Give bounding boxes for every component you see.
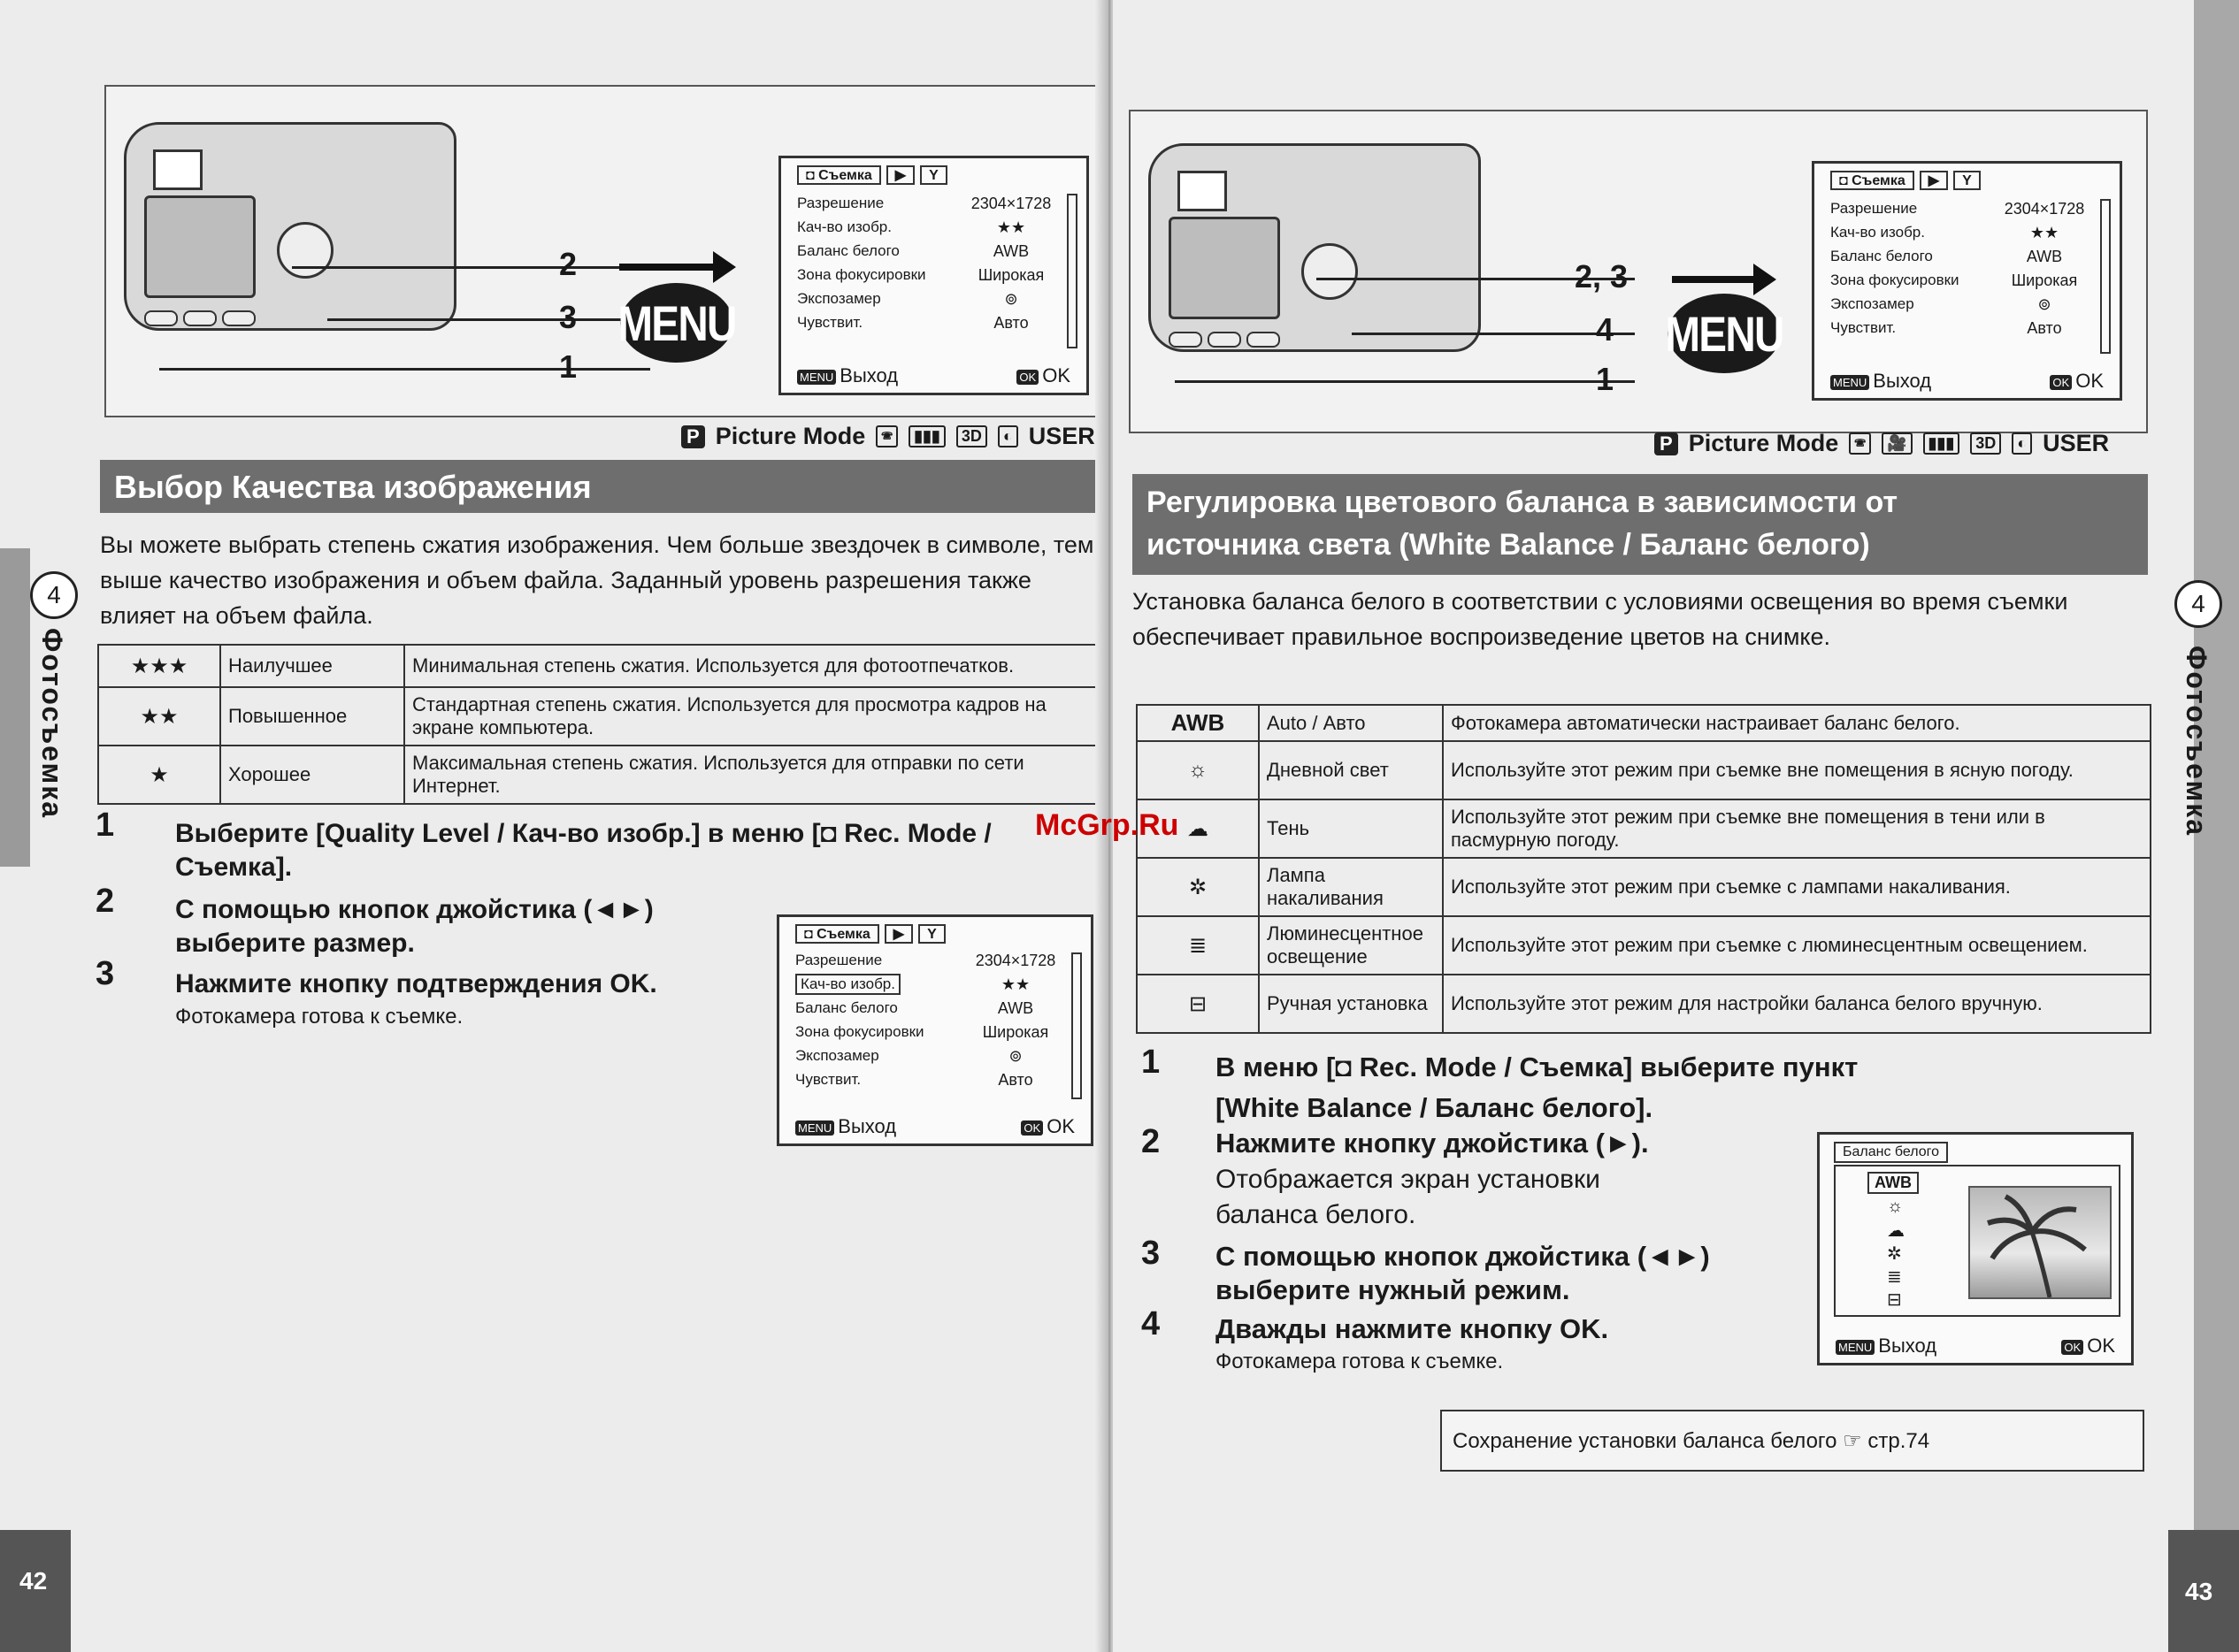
wb-mode-desc: Используйте этот режим при съемке с лампами накаливания. xyxy=(1443,858,2151,916)
tab-shoot: ◘ Съемка xyxy=(795,924,879,944)
wb-option-shade-icon: ☁ xyxy=(1887,1221,1905,1241)
quality-name: Повышенное xyxy=(220,687,404,746)
step-subtext: Фотокамера готова к съемке. xyxy=(1215,1350,1504,1373)
white-balance-screen xyxy=(1817,1132,2134,1365)
lcd-row-value: AWB xyxy=(993,241,1030,260)
lcd-row xyxy=(797,311,1060,334)
lcd-row-label: Разрешение xyxy=(797,195,885,211)
callout-2-3: 2, 3 xyxy=(1575,258,1629,294)
lcd-row-label: Экспозамер xyxy=(797,290,881,307)
panorama-mode-icon: ▮▮▮ xyxy=(1923,432,1960,455)
wb-mode-desc: Фотокамера автоматически настраивает баланс белого. xyxy=(1443,705,2151,741)
wb-mode-desc: Используйте этот режим при съемке вне помещения в тени или в пасмурную погоду. xyxy=(1443,799,2151,858)
step-number: 4 xyxy=(1141,1305,1161,1342)
chapter-number-badge: 4 xyxy=(2174,580,2222,628)
wb-mode-name: Ручная установка xyxy=(1259,975,1443,1033)
3d-mode-icon: 3D xyxy=(1970,432,2001,455)
step-number: 1 xyxy=(1141,1044,1161,1081)
lcd-row-value: Авто xyxy=(993,313,1029,332)
camera-button-drawing xyxy=(222,310,256,326)
right-arrow-icon xyxy=(1672,276,1757,283)
menu-tag-icon: MENU xyxy=(795,1120,834,1136)
quality-stars: ★ xyxy=(98,746,220,804)
lcd-row: Чувствит. Авто xyxy=(795,1070,1033,1089)
panorama-mode-icon: ▮▮▮ xyxy=(909,425,946,447)
camera-illustration-box xyxy=(1129,110,2148,433)
viewfinder-drawing xyxy=(153,149,203,190)
ok-hint: OK OK xyxy=(1021,1115,1075,1138)
palm-tree-preview-image xyxy=(1968,1186,2112,1299)
filter-mode-icon: ◐ xyxy=(2012,432,2032,455)
page-number: 43 xyxy=(2185,1578,2213,1605)
lcd-row xyxy=(797,192,1060,215)
table-row xyxy=(1137,858,2151,916)
lcd-row-value: ★★ xyxy=(996,218,1026,236)
picture-mode-label: Picture Mode xyxy=(715,423,866,449)
lcd-row: Баланс белого AWB xyxy=(1830,247,2063,265)
wb-mode-name: Дневной свет xyxy=(1259,741,1443,799)
lcd-row-value: ⊚ xyxy=(1004,289,1018,308)
lcd-footer xyxy=(1836,1335,2115,1358)
filter-mode-icon: ◐ xyxy=(998,425,1018,447)
mode-strip xyxy=(1654,430,2109,457)
camera-body-drawing xyxy=(1148,143,1481,352)
wb-option-daylight-icon: ☼ xyxy=(1887,1197,1904,1216)
callout-2: 2 xyxy=(559,246,578,282)
menu-exit-hint: MENU Выход xyxy=(1836,1335,1936,1358)
picture-mode-label: Picture Mode xyxy=(1688,430,1839,456)
quality-name: Наилучшее xyxy=(220,645,404,687)
tab-playback-icon: ▶ xyxy=(1920,171,1948,190)
quality-stars: ★★★ xyxy=(98,645,220,687)
chapter-label: Фотосъемка xyxy=(36,628,68,819)
lcd-row-selected: Кач-во изобр. ★★ xyxy=(795,973,1064,996)
step-number: 2 xyxy=(1141,1123,1161,1160)
tab-playback-icon: ▶ xyxy=(885,924,913,944)
ok-hint: OK OK xyxy=(2050,370,2104,393)
awb-icon: AWB xyxy=(1137,705,1259,741)
camera-button-drawing xyxy=(1246,332,1280,348)
tab-playback-icon: ▶ xyxy=(886,165,915,185)
table-row xyxy=(98,687,1100,746)
ok-tag-icon: OK xyxy=(1021,1120,1043,1136)
callout-3: 3 xyxy=(559,299,578,335)
lcd-row xyxy=(797,216,1060,239)
step-text: Выберите [Quality Level / Кач-во изобр.] в меню [◘ Rec. Mode / Съемка]. xyxy=(175,819,992,882)
portrait-mode-icon: 🕾 xyxy=(876,425,898,447)
menu-exit-hint: MENU Выход xyxy=(1830,370,1931,393)
step-number: 2 xyxy=(96,883,115,920)
manual-wb-icon: ⊟ xyxy=(1137,975,1259,1033)
step-text: Дважды нажмите кнопку OK. xyxy=(1215,1313,1609,1344)
table-row xyxy=(1137,916,2151,975)
3d-mode-icon: 3D xyxy=(956,425,987,447)
camera-body-drawing xyxy=(124,122,456,331)
table-row xyxy=(1137,705,2151,741)
lcd-row-label: Зона фокусировки xyxy=(797,266,926,283)
step-text: С помощью кнопок джойстика (◄►) выберите нужный режим. xyxy=(1215,1241,1710,1305)
lcd-tabs xyxy=(1830,171,2109,190)
ok-tag-icon: OK xyxy=(2061,1340,2083,1355)
callout-1: 1 xyxy=(559,348,578,385)
table-row xyxy=(98,645,1100,687)
chapter-side-tab xyxy=(0,548,30,867)
viewfinder-drawing xyxy=(1177,171,1227,211)
section-title: Выбор Качества изображения xyxy=(100,460,1100,513)
lcd-row: Баланс белого AWB xyxy=(795,998,1034,1017)
lcd-menu-screen-small xyxy=(777,914,1093,1146)
lcd-row: Разрешение 2304×1728 xyxy=(795,951,1056,969)
step-number: 3 xyxy=(1141,1235,1161,1272)
reference-note-text: Сохранение установки баланса белого ☞ стр.74 xyxy=(1453,1428,1930,1453)
ok-tag-icon: OK xyxy=(2050,375,2072,390)
tab-setup-icon: Y xyxy=(1953,171,1981,190)
quality-stars: ★★ xyxy=(98,687,220,746)
camera-button-drawing xyxy=(1208,332,1241,348)
lcd-row: Кач-во изобр. ★★ xyxy=(1830,223,2059,241)
lcd-scrollbar xyxy=(1067,194,1077,348)
daylight-icon: ☼ xyxy=(1137,741,1259,799)
wb-screen-panel xyxy=(1834,1165,2120,1317)
lcd-row: Экспозамер ⊚ xyxy=(795,1046,1023,1065)
user-mode-label: USER xyxy=(2043,430,2110,456)
intro-paragraph: Установка баланса белого в соответствии с условиями освещения во время съемки обеспечивает правильное воспроизведение цветов на снимке. xyxy=(1132,588,2068,650)
lcd-row: Зона фокусировки Широкая xyxy=(795,1022,1049,1041)
tab-shoot: ◘ Съемка xyxy=(1830,171,1914,190)
step-text: Нажмите кнопку подтверждения OK. xyxy=(175,969,657,998)
camera-button-drawing xyxy=(183,310,217,326)
quality-desc: Минимальная степень сжатия. Используется для фотоотпечатков. xyxy=(404,645,1100,687)
wb-mode-name: Auto / Авто xyxy=(1259,705,1443,741)
menu-badge-icon: MENU xyxy=(1668,294,1781,373)
tab-setup-icon: Y xyxy=(918,924,946,944)
right-arrow-icon xyxy=(619,264,717,271)
menu-exit-hint: MENU Выход xyxy=(797,364,898,387)
shade-icon: ☁ xyxy=(1137,799,1259,858)
white-balance-table xyxy=(1136,704,2151,1034)
lcd-row: Зона фокусировки Широкая xyxy=(1830,271,2078,289)
lcd-menu-screen xyxy=(778,156,1089,395)
tab-setup-icon: Y xyxy=(920,165,947,185)
table-row xyxy=(1137,741,2151,799)
program-mode-icon: P xyxy=(681,425,705,448)
table-row xyxy=(98,746,1100,804)
callout-4: 4 xyxy=(1596,311,1614,348)
lcd-row: Чувствит. Авто xyxy=(1830,318,2062,337)
ok-hint: OK OK xyxy=(1016,364,1070,387)
fluorescent-icon: ≣ xyxy=(1137,916,1259,975)
step-number: 3 xyxy=(96,955,115,992)
lcd-row: Разрешение 2304×1728 xyxy=(1830,199,2085,218)
callout-leader xyxy=(327,318,650,321)
lcd-row-label: Кач-во изобр. xyxy=(797,218,892,235)
lcd-scrollbar xyxy=(1071,952,1082,1099)
lcd-footer xyxy=(1830,370,2104,393)
intro-paragraph: Вы можете выбрать степень сжатия изображения. Чем больше звездочек в символе, тем выше качество изображения и объем файла. Заданный уровень разрешения также влияет на объем файла. xyxy=(100,532,1094,629)
wb-option-manual-icon: ⊟ xyxy=(1887,1290,1902,1310)
callout-leader xyxy=(292,266,650,269)
watermark: McGrp.Ru xyxy=(1035,808,1179,842)
callout-leader xyxy=(1175,380,1635,383)
mode-strip xyxy=(681,423,1095,450)
wb-mode-desc: Используйте этот режим при съемке с люминесцентным освещением. xyxy=(1443,916,2151,975)
lcd-row-label: Баланс белого xyxy=(797,242,900,259)
step-subtext: Фотокамера готова к съемке. xyxy=(175,1005,464,1029)
lcd-menu-screen xyxy=(1812,161,2122,401)
menu-exit-hint: MENU Выход xyxy=(795,1115,896,1138)
joystick-drawing xyxy=(1301,243,1358,300)
step-text: В меню [◘ Rec. Mode / Съемка] выберите пункт [White Balance / Баланс белого]. xyxy=(1215,1052,1859,1123)
quality-table xyxy=(97,644,1101,805)
wb-mode-name: Люминесцентное освещение xyxy=(1259,916,1443,975)
lcd-row: Экспозамер ⊚ xyxy=(1830,294,2051,313)
lcd-tabs xyxy=(795,924,1080,944)
wb-mode-desc: Используйте этот режим при съемке вне помещения в ясную погоду. xyxy=(1443,741,2151,799)
menu-tag-icon: MENU xyxy=(1836,1340,1875,1355)
step-text: С помощью кнопок джойстика (◄►) выберите размер. xyxy=(175,895,654,958)
lcd-row xyxy=(797,287,1060,310)
chapter-number-badge: 4 xyxy=(30,571,78,619)
wb-mode-name: Лампа накаливания xyxy=(1259,858,1443,916)
lcd-footer xyxy=(797,364,1070,387)
tab-white-balance: Баланс белого xyxy=(1834,1142,1948,1163)
right-page xyxy=(1113,0,2239,1652)
menu-button-drawing xyxy=(1169,332,1202,348)
tab-shoot: ◘ Съемка xyxy=(797,165,881,185)
chapter-label: Фотосъемка xyxy=(2181,646,2212,837)
lcd-row-value: Широкая xyxy=(978,265,1045,284)
section-title: Регулировка цветового баланса в зависимости от источника света (White Balance / Баланс белого) xyxy=(1132,474,2148,575)
user-mode-label: USER xyxy=(1028,423,1095,449)
page-number: 42 xyxy=(19,1567,48,1595)
quality-desc: Максимальная степень сжатия. Используется для отправки по сети Интернет. xyxy=(404,746,1100,804)
quality-desc: Стандартная степень сжатия. Используется для просмотра кадров на экране компьютера. xyxy=(404,687,1100,746)
table-row xyxy=(1137,799,2151,858)
wb-option-awb: AWB xyxy=(1867,1172,1919,1194)
step-text: Нажмите кнопку джойстика (►). xyxy=(1215,1128,1649,1159)
menu-badge-icon: MENU xyxy=(620,283,733,363)
ok-tag-icon: OK xyxy=(1016,370,1039,385)
lcd-scrollbar xyxy=(2100,199,2111,354)
menu-tag-icon: MENU xyxy=(797,370,836,385)
wb-option-fluorescent-icon: ≣ xyxy=(1887,1267,1902,1287)
callout-1: 1 xyxy=(1596,361,1614,397)
lcd-footer xyxy=(795,1115,1075,1138)
menu-button-drawing xyxy=(144,310,178,326)
wb-mode-name: Тень xyxy=(1259,799,1443,858)
lcd-tabs xyxy=(797,165,1076,185)
lcd-row-label: Чувствит. xyxy=(797,314,863,331)
portrait-mode-icon: 🕾 xyxy=(1849,432,1871,455)
wb-option-tungsten-icon: ✲ xyxy=(1887,1244,1902,1264)
reference-note xyxy=(1440,1410,2144,1472)
camera-illustration-box xyxy=(104,85,1103,417)
menu-tag-icon: MENU xyxy=(1830,375,1869,390)
callout-leader xyxy=(1352,333,1635,335)
camera-lcd-drawing xyxy=(1169,217,1280,319)
program-mode-icon: P xyxy=(1654,432,1678,455)
step-number: 1 xyxy=(96,807,115,844)
tungsten-icon: ✲ xyxy=(1137,858,1259,916)
table-row xyxy=(1137,975,2151,1033)
joystick-drawing xyxy=(277,222,334,279)
lcd-row xyxy=(797,240,1060,263)
wb-mode-desc: Используйте этот режим для настройки баланса белого вручную. xyxy=(1443,975,2151,1033)
quality-name: Хорошее xyxy=(220,746,404,804)
lcd-row-value: 2304×1728 xyxy=(970,194,1052,212)
camera-lcd-drawing xyxy=(144,195,256,298)
movie-mode-icon: 🎥 xyxy=(1882,432,1912,455)
step-plain-text: Отображается экран установки баланса белого. xyxy=(1215,1165,1600,1229)
palm-tree-icon xyxy=(1970,1188,2110,1297)
left-page xyxy=(0,0,1106,1652)
lcd-row xyxy=(797,264,1060,287)
ok-hint: OK OK xyxy=(2061,1335,2115,1358)
